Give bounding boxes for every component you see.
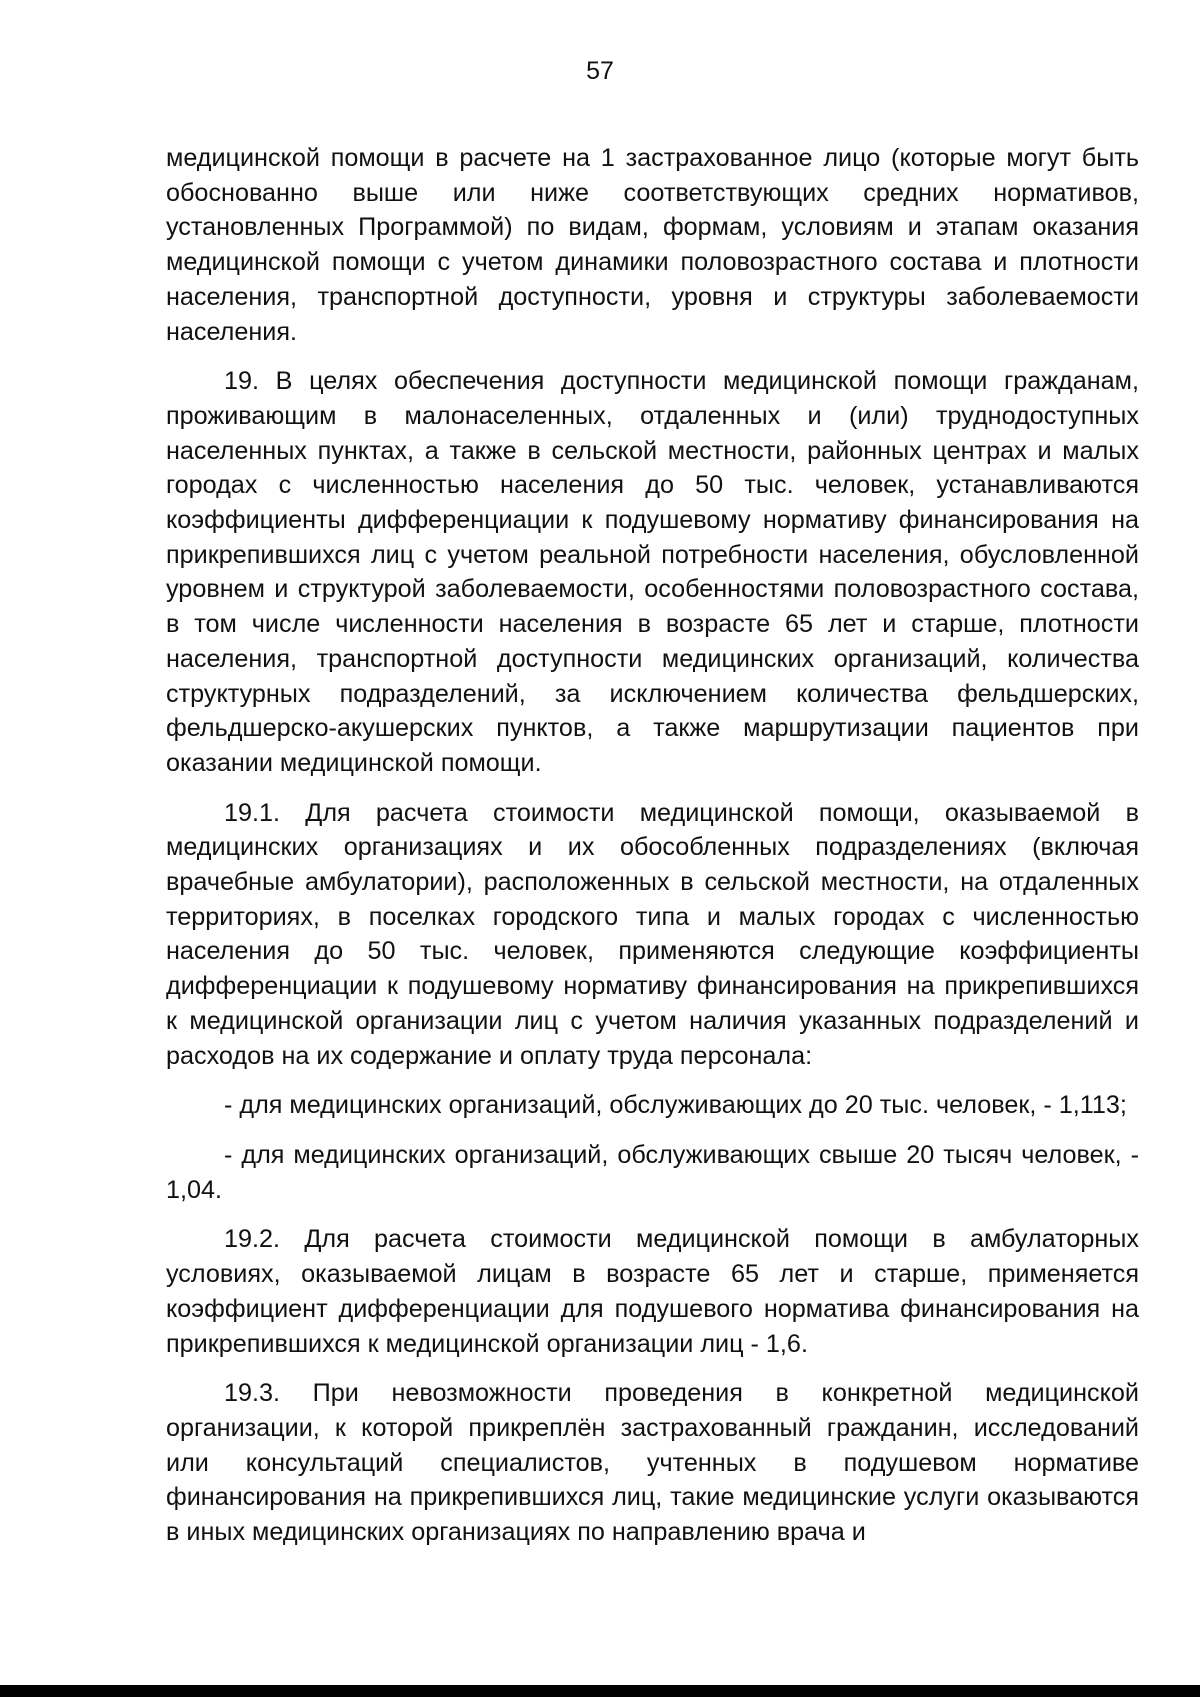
paragraph-19-1: 19.1. Для расчета стоимости медицинской помощи, оказываемой в медицинских организациях и их обособленных подразделениях (включая врачебные амбулатории), расположенных в сельской местности, на отдаленных территориях, в поселках городского типа и малых городах с численностью населения до 50 тыс. человек, применяются следующие коэффициенты дифференциации к подушевому нормативу финансирования на прикрепившихся к медицинской организации лиц с учетом наличия указанных подразделений и расходов на их содержание и оплату труда персонала: [166, 798, 1139, 1070]
paragraph-19: 19. В целях обеспечения доступности медицинской помощи гражданам, проживающим в малонаселенных, отдаленных и (или) труднодоступных населенных пунктах, а также в сельской местности, районных центрах и малых городах с численностью населения до 50 тыс. человек, устанавливаются коэффициенты дифференциации к подушевому нормативу финансирования на прикрепившихся лиц с учетом реальной потребности населения, обусловленной уровнем и структурой заболеваемости, особенностями половозрастного состава, в том числе численности населения в возрасте 65 лет и старше, плотности населения, транспортной доступности медицинских организаций, количества структурных подразделений, за исключением количества фельдшерских, фельдшерско-акушерских пунктов, а также маршрутизации пациентов при оказании медицинской помощи. [166, 367, 1139, 777]
scan-bottom-border [0, 1685, 1200, 1697]
list-item-coefficient-1: - для медицинских организаций, обслуживающих до 20 тыс. человек, - 1,113; [224, 1091, 1127, 1120]
paragraph-19-2: 19.2. Для расчета стоимости медицинской помощи в амбулаторных условиях, оказываемой лицам в возрасте 65 лет и старше, применяется коэффициент дифференциации для подушевого норматива финансирования на прикрепившихся к медицинской организации лиц - 1,6. [166, 1225, 1139, 1358]
list-item-coefficient-2: - для медицинских организаций, обслуживающих свыше 20 тысяч человек, - 1,04. [166, 1140, 1139, 1204]
paragraph-continuation: медицинской помощи в расчете на 1 застрахованное лицо (которые могут быть обоснованно выше или ниже соответствующих средних нормативов, установленных Программой) по видам, формам, условиям и этапам оказания медицинской помощи с учетом динамики половозрастного состава и плотности населения, транспортной доступности, уровня и структуры заболеваемости населения. [166, 144, 1139, 346]
paragraph-19-3: 19.3. При невозможности проведения в конкретной медицинской организации, к которой прикреплён застрахованный гражданин, исследований или консультаций специалистов, учтенных в подушевом нормативе финансирования на прикрепившихся лиц, такие медицинские услуги оказываются в иных медицинских организациях по направлению врача и [166, 1379, 1139, 1547]
document-body [166, 141, 1139, 1565]
page-number: 57 [586, 57, 614, 85]
